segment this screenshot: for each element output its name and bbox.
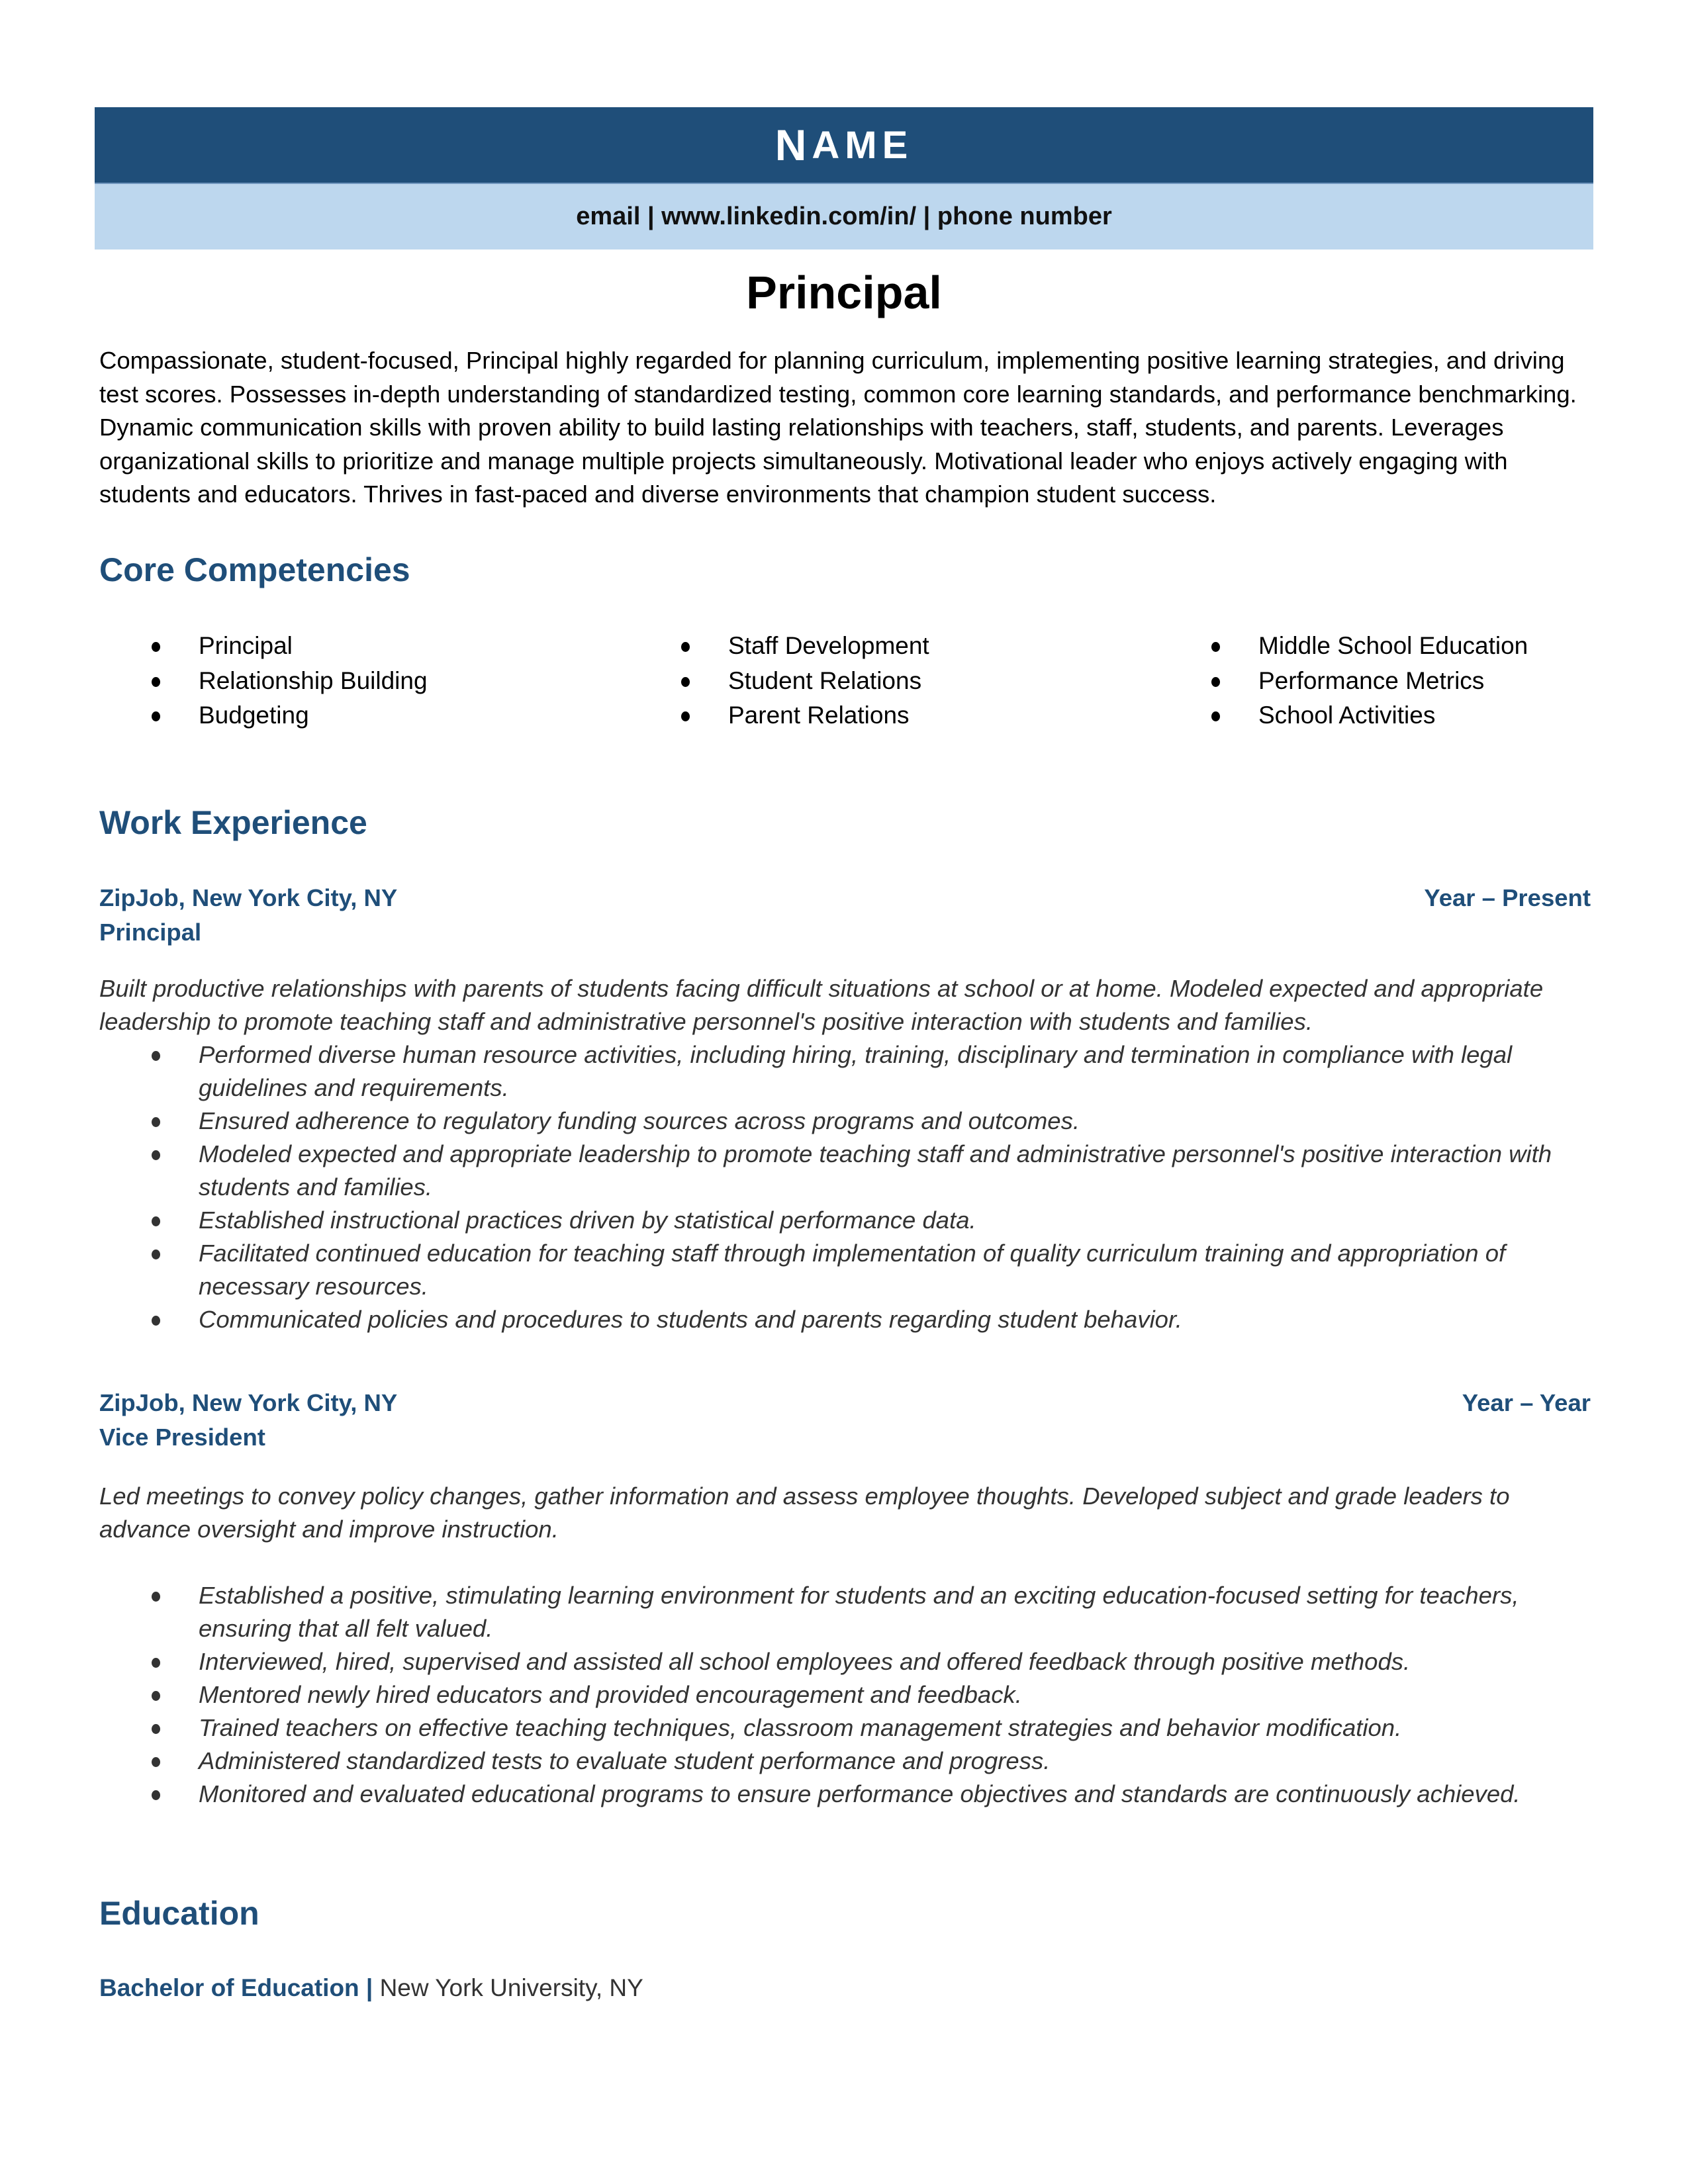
job-role: Principal: [99, 919, 202, 946]
job-bullet: [99, 1711, 1591, 1745]
section-heading-core-competencies: Core Competencies: [99, 551, 410, 588]
job-bullet: [99, 1038, 1591, 1105]
job-bullet-text: Administered standardized tests to evaluate student performance and progress.: [199, 1747, 1051, 1774]
job-entry: [99, 881, 1591, 1336]
job-header: [99, 881, 1591, 915]
bullet-icon: [152, 677, 160, 687]
bullet-icon: [152, 1658, 160, 1668]
bullet-icon: [152, 1150, 160, 1160]
candidate-name: [95, 107, 1593, 184]
competency-label: Relationship Building: [199, 666, 428, 694]
job-bullet-text: Interviewed, hired, supervised and assisted all school employees and offered feedback through positive methods.: [199, 1648, 1411, 1675]
job-bullet: [99, 1778, 1591, 1811]
bullet-icon: [152, 1250, 160, 1259]
job-bullet-text: Communicated policies and procedures to students and parents regarding student behavior.: [199, 1306, 1182, 1333]
competency-item: [629, 629, 1159, 664]
job-bullet: [99, 1105, 1591, 1138]
section-heading-work-experience: Work Experience: [99, 804, 367, 841]
competency-item: [629, 664, 1159, 699]
job-bullet-text: Ensured adherence to regulatory funding sources across programs and outcomes.: [199, 1107, 1080, 1134]
job-company: ZipJob, New York City, NY: [99, 1389, 398, 1416]
competency-item: [1159, 698, 1596, 733]
bullet-icon: [681, 677, 690, 687]
education-school: New York University, NY: [379, 1974, 643, 2001]
header-banner: [95, 107, 1593, 250]
job-bullet-list: [99, 1038, 1591, 1336]
bullet-icon: [1211, 711, 1220, 721]
competency-column: [99, 629, 629, 733]
competency-label: Performance Metrics: [1258, 666, 1485, 694]
bullet-icon: [681, 642, 690, 652]
bullet-icon: [152, 1117, 160, 1127]
bullet-icon: [152, 711, 160, 721]
resume-title: Principal: [746, 267, 942, 318]
section-heading-education: Education: [99, 1895, 259, 1932]
job-role: Vice President: [99, 1424, 265, 1451]
bullet-icon: [152, 1757, 160, 1767]
competency-label: School Activities: [1258, 702, 1436, 729]
job-bullet-list: [99, 1579, 1591, 1811]
bullet-icon: [152, 1051, 160, 1061]
competency-label: Parent Relations: [728, 702, 910, 729]
job-dates: Year – Present: [1424, 884, 1591, 911]
competency-column: [629, 629, 1159, 733]
competency-label: Budgeting: [199, 702, 309, 729]
bullet-icon: [152, 1724, 160, 1734]
education-separator: |: [359, 1974, 380, 2001]
competency-item: [1159, 664, 1596, 699]
competency-item: [99, 698, 629, 733]
competency-column: [1159, 629, 1596, 733]
job-header: [99, 1386, 1591, 1420]
job-bullet-text: Trained teachers on effective teaching techniques, classroom management strategies and behavior modification.: [199, 1714, 1402, 1741]
competencies-grid: [99, 629, 1595, 733]
bullet-icon: [681, 711, 690, 721]
bullet-icon: [152, 1316, 160, 1326]
bullet-icon: [1211, 677, 1220, 687]
job-bullet-text: Established instructional practices driven by statistical performance data.: [199, 1206, 976, 1234]
job-bullet: [99, 1678, 1591, 1711]
job-bullet-text: Modeled expected and appropriate leadership to promote teaching staff and administrative personnel's positive interaction with students and families.: [199, 1140, 1552, 1201]
competency-item: [629, 698, 1159, 733]
job-bullet-text: Monitored and evaluated educational programs to ensure performance objectives and standards are continuously achieved.: [199, 1780, 1521, 1807]
job-bullet: [99, 1645, 1591, 1678]
job-dates: Year – Year: [1462, 1389, 1591, 1416]
name-initial: N: [774, 120, 812, 169]
job-bullet-text: Mentored newly hired educators and provided encouragement and feedback.: [199, 1681, 1022, 1708]
competency-label: Staff Development: [728, 632, 929, 659]
job-bullet: [99, 1204, 1591, 1237]
professional-summary: Compassionate, student-focused, Principal highly regarded for planning curriculum, implementing positive learning strategies, and driving test scores. Possesses in-depth understanding of standardized testing, common core learning standards, and performance benchmarking. Dynamic communication skills with proven ability to build lasting relationships with teachers, staff, students, and parents. Leverages organizational skills to prioritize and manage multiple projects simultaneously. Motivational leader who enjoys actively engaging with students and educators. Thrives in fast-paced and diverse environments that champion student success.: [99, 347, 1577, 508]
education-degree: Bachelor of Education: [99, 1974, 359, 2001]
bullet-icon: [152, 1790, 160, 1800]
job-company: ZipJob, New York City, NY: [99, 884, 398, 911]
competency-item: [99, 664, 629, 699]
job-bullet: [99, 1303, 1591, 1336]
job-bullet-text: Established a positive, stimulating learning environment for students and an exciting education-focused setting for teachers, ensuring that all felt valued.: [199, 1582, 1519, 1642]
job-bullet: [99, 1745, 1591, 1778]
job-entry: [99, 1386, 1591, 1811]
bullet-icon: [152, 1216, 160, 1226]
job-bullet: [99, 1237, 1591, 1303]
competency-label: Principal: [199, 632, 293, 659]
job-bullet: [99, 1579, 1591, 1645]
bullet-icon: [1211, 642, 1220, 652]
job-bullet-text: Performed diverse human resource activities, including hiring, training, disciplinary and termination in compliance with legal guidelines and requirements.: [199, 1041, 1513, 1101]
competency-label: Middle School Education: [1258, 632, 1528, 659]
job-description: Led meetings to convey policy changes, gather information and assess employee thoughts. Developed subject and grade leaders to advance oversight and improve instruction.: [99, 1482, 1510, 1543]
bullet-icon: [152, 1691, 160, 1701]
job-description: Built productive relationships with parents of students facing difficult situations at school or at home. Modeled expected and appropriate leadership to promote teaching staff and administrative personnel's positive interaction with students and families.: [99, 975, 1544, 1035]
bullet-icon: [152, 642, 160, 652]
competency-item: [1159, 629, 1596, 664]
job-bullet: [99, 1138, 1591, 1204]
job-bullet-text: Facilitated continued education for teaching staff through implementation of quality curriculum training and appropriation of necessary resources.: [199, 1240, 1506, 1300]
name-rest: AME: [812, 123, 914, 167]
competency-label: Student Relations: [728, 666, 922, 694]
bullet-icon: [152, 1592, 160, 1602]
education-entry: [99, 1971, 643, 2005]
contact-line: email | www.linkedin.com/in/ | phone number: [95, 184, 1593, 250]
competency-item: [99, 629, 629, 664]
